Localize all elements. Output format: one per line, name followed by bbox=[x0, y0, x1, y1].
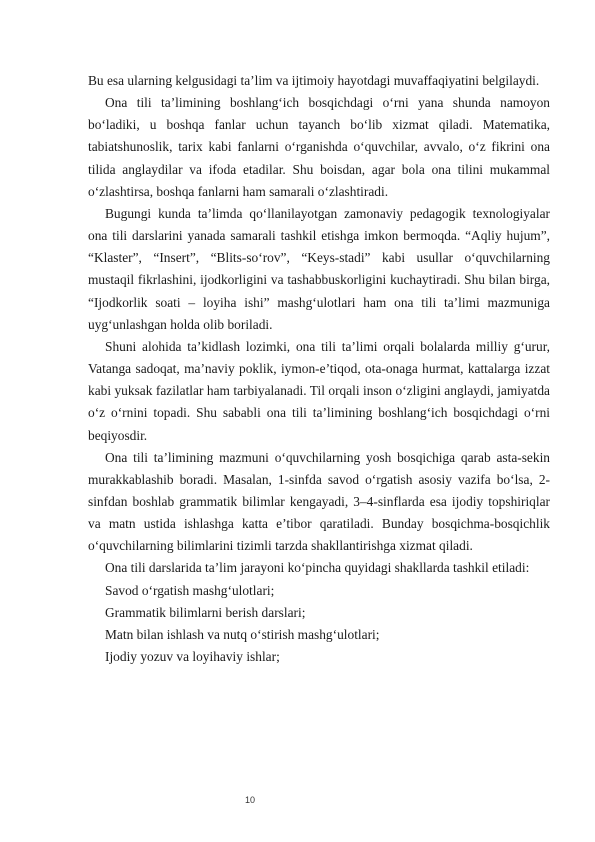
paragraph-1: Bu esa ularning kelgusidagi ta’lim va ijtimoiy hayotdagi muvaffaqiyatini belgilaydi. bbox=[88, 73, 540, 88]
paragraph-2: Ona tili ta’limining boshlang‘ich bosqichdagi o‘rni yana shunda namoyon bo‘ladiki, u boshqa fanlar uchun tayanch bo‘lib xizmat qiladi. Matematika, tabiatshunoslik, tarix kabi fanlarni o‘rganishda o‘quvchilar, avvalo, o‘z fikrini ona tilida anglaydilar va ifoda etadilar. Shu boisdan, agar bola ona tilini mukammal o‘zlashtirsa, boshqa fanlarni ham samarali o‘zlashtiradi. bbox=[88, 95, 550, 199]
page-number: 10 bbox=[245, 795, 256, 805]
paragraph-6: Ona tili darslarida ta’lim jarayoni ko‘pincha quyidagi shakllarda tashkil etiladi: bbox=[105, 560, 530, 576]
paragraph-5: Ona tili ta’limining mazmuni o‘quvchilarning yosh bosqichiga qarab asta-sekin murakkablashib boradi. Masalan, 1-sinfda savod o‘rgatish asosiy vazifa bo‘lsa, 2-sinfdan boshlab grammatik bilimlar kengayadi, 3–4-sinflarda esa ijodiy topshiriqlar va matn ustida ishlashga katta e’tibor qaratiladi. Bunday bosqichma-bosqichlik o‘quvchilarning bilimlarini tizimli tarzda shakllantirishga xizmat qiladi. bbox=[88, 449, 550, 554]
list-item: Grammatik bilimlarni berish darslari; bbox=[105, 604, 306, 620]
list-item: Ijodiy yozuv va loyihaviy ishlar; bbox=[105, 649, 280, 665]
list-item: Savod o‘rgatish mashg‘ulotlari; bbox=[105, 582, 275, 598]
document-page bbox=[88, 70, 550, 668]
paragraph-3: Bugungi kunda ta’limda qo‘llanilayotgan zamonaviy pedagogik texnologiyalar ona tili darslarini yanada samarali tashkil etishga imkon bermoqda. “Aqliy hujum”, “Klaster”, “Insert”, “Blits-so‘rov”, “Keys-stadi” kabi usullar o‘quvchilarning mustaqil fikrlashini, ijodkorligini va tashabbuskorligini kuchaytiradi. Shu bilan birga, “Ijodkorlik soati – loyiha ishi” mashg‘ulotlari ham ona tili ta’limi mazmuniga uyg‘unlashgan holda olib boriladi. bbox=[88, 205, 550, 332]
list-item: Matn bilan ishlash va nutq o‘stirish mashg‘ulotlari; bbox=[105, 626, 380, 642]
paragraph-4: Shuni alohida ta’kidlash lozimki, ona tili ta’limi orqali bolalarda milliy g‘urur, Vatanga sadoqat, ma’naviy poklik, iymon-e’tiqod, ota-onaga hurmat, kattalarga izzat kabi yuksak fazilatlar ham tarbiyalanadi. Til orqali inson o‘zligini anglaydi, jamiyatda o‘z o‘rnini topadi. Shu sababli ona tili ta’limining boshlang‘ich bosqichdagi o‘rni beqiyosdir. bbox=[88, 338, 550, 443]
